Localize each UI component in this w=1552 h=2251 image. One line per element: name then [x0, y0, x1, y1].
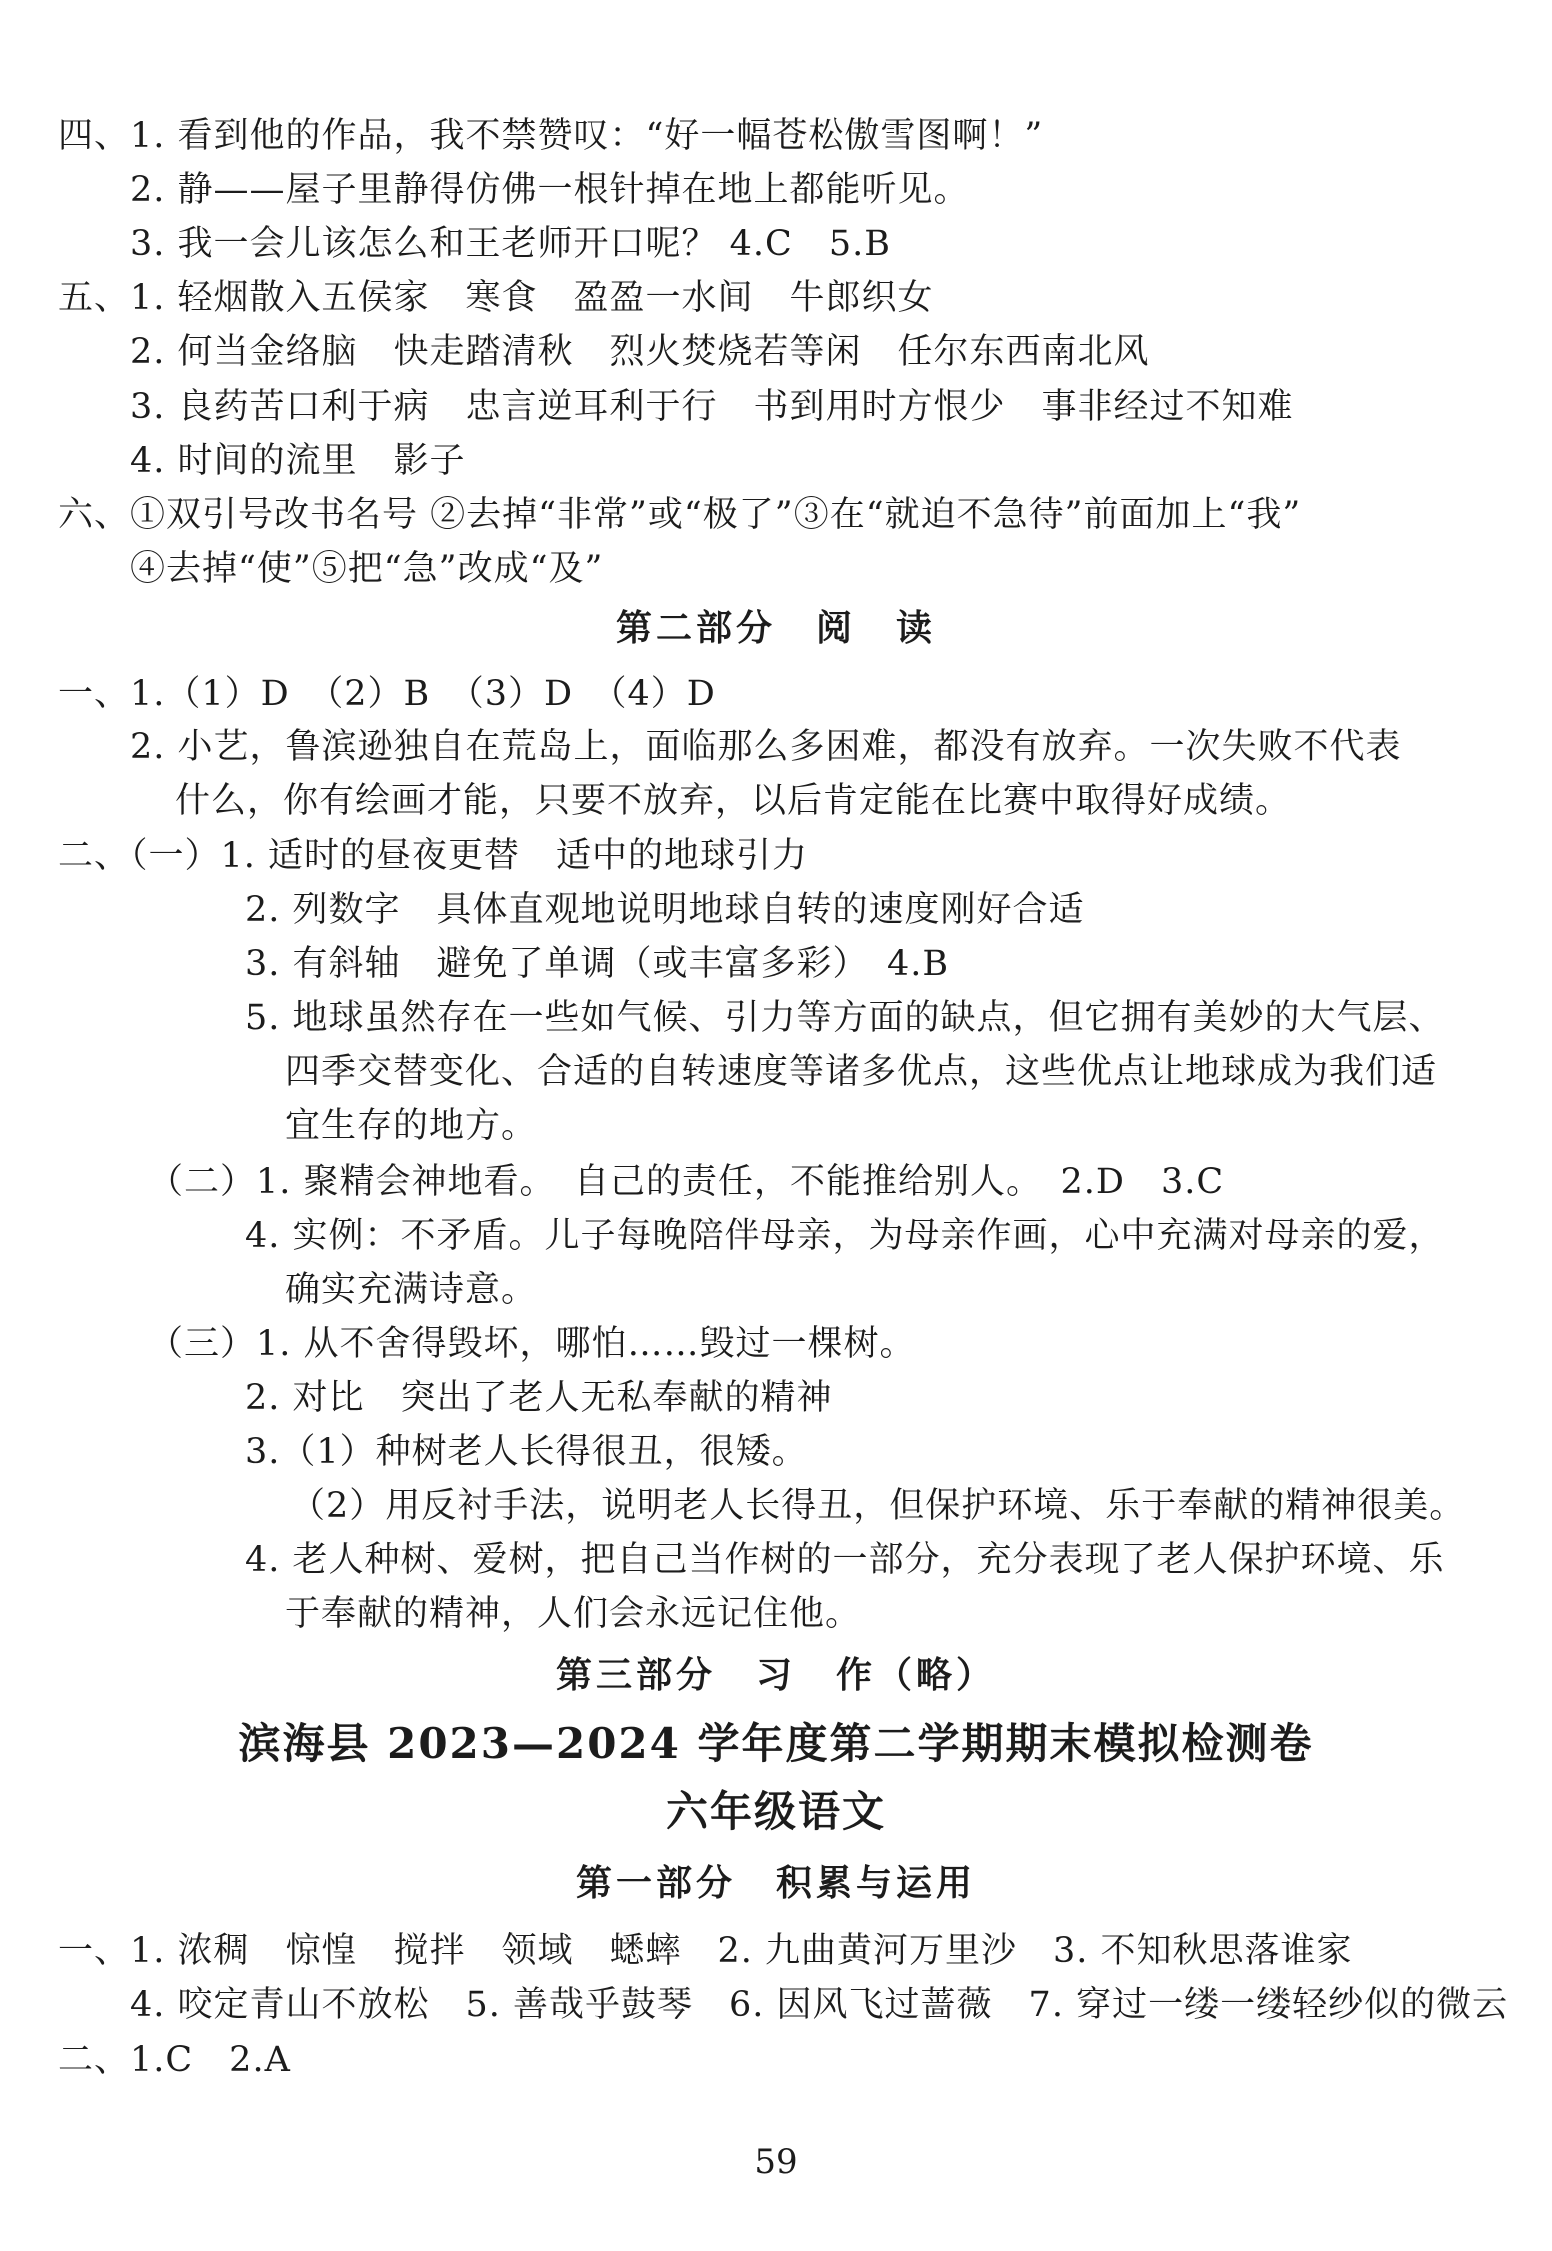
text-line: 2. 小艺，鲁滨逊独自在荒岛上，面临那么多困难，都没有放弃。一次失败不代表: [130, 727, 1402, 767]
text-line: 3. 我一会儿该怎么和王老师开口呢？ 4.C 5.B: [130, 224, 891, 264]
section-heading: 第一部分 积累与运用: [575, 1862, 976, 1904]
text-line: 4. 时间的流里 影子: [130, 441, 466, 481]
text-line: 什么，你有绘画才能，只要不放弃，以后肯定能在比赛中取得好成绩。: [175, 781, 1292, 821]
text-line: 一、1.（1）D （2）B （3）D （4）D: [58, 674, 716, 714]
text-line: 3. 良药苦口利于病 忠言逆耳利于行 书到用时方恨少 事非经过不知难: [130, 387, 1294, 427]
text-line: 二、1.C 2.A: [58, 2040, 291, 2080]
text-line: 2. 静——屋子里静得仿佛一根针掉在地上都能听见。: [130, 170, 970, 210]
text-line: 五、1. 轻烟散入五侯家 寒食 盈盈一水间 牛郎织女: [58, 278, 934, 318]
exam-title: 滨海县 2023—2024 学年度第二学期期末模拟检测卷: [238, 1719, 1314, 1768]
page-number: 59: [754, 2142, 798, 2182]
text-line: 3. 有斜轴 避免了单调（或丰富多彩） 4.B: [245, 944, 950, 984]
text-line: 2. 对比 突出了老人无私奉献的精神: [245, 1378, 833, 1418]
text-line: 5. 地球虽然存在一些如气候、引力等方面的缺点，但它拥有美妙的大气层、: [245, 998, 1445, 1038]
text-line: 3.（1）种树老人长得很丑，很矮。: [245, 1432, 808, 1472]
text-line: 4. 实例：不矛盾。儿子每晚陪伴母亲，为母亲作画，心中充满对母亲的爱，: [245, 1216, 1445, 1256]
text-line: （2）用反衬手法，说明老人长得丑，但保护环境、乐于奉献的精神很美。: [290, 1486, 1466, 1526]
text-line: （二）1. 聚精会神地看。 自己的责任，不能推给别人。 2.D 3.C: [148, 1162, 1225, 1202]
exam-subtitle: 六年级语文: [665, 1787, 886, 1836]
text-line: 宜生存的地方。: [285, 1106, 538, 1146]
text-line: 2. 何当金络脑 快走踏清秋 烈火焚烧若等闲 任尔东西南北风: [130, 332, 1150, 372]
text-line: 六、①双引号改书名号 ②去掉“非常”或“极了”③在“就迫不急待”前面加上“我”: [58, 495, 1302, 535]
text-line: 二、（一）1. 适时的昼夜更替 适中的地球引力: [58, 836, 809, 876]
text-line: 4. 老人种树、爱树，把自己当作树的一部分，充分表现了老人保护环境、乐: [245, 1540, 1445, 1580]
section-heading: 第三部分 习 作（略）: [555, 1654, 996, 1696]
text-line: 2. 列数字 具体直观地说明地球自转的速度刚好合适: [245, 890, 1085, 930]
text-line: 四、1. 看到他的作品，我不禁赞叹：“好一幅苍松傲雪图啊！”: [58, 116, 1044, 156]
text-line: 确实充满诗意。: [285, 1270, 538, 1310]
text-line: ④去掉“使”⑤把“急”改成“及”: [130, 549, 604, 589]
text-line: 一、1. 浓稠 惊惶 搅拌 领域 蟋蟀 2. 九曲黄河万里沙 3. 不知秋思落谁家: [58, 1931, 1353, 1971]
section-heading: 第二部分 阅 读: [615, 607, 936, 649]
text-line: 四季交替变化、合适的自转速度等诸多优点，这些优点让地球成为我们适: [285, 1052, 1438, 1092]
text-line: （三）1. 从不舍得毁坏，哪怕……毁过一棵树。: [148, 1324, 916, 1364]
text-line: 于奉献的精神，人们会永远记住他。: [285, 1594, 862, 1634]
text-line: 4. 咬定青山不放松 5. 善哉乎鼓琴 6. 因风飞过蔷薇 7. 穿过一缕一缕轻纱似的微云: [130, 1985, 1509, 2025]
